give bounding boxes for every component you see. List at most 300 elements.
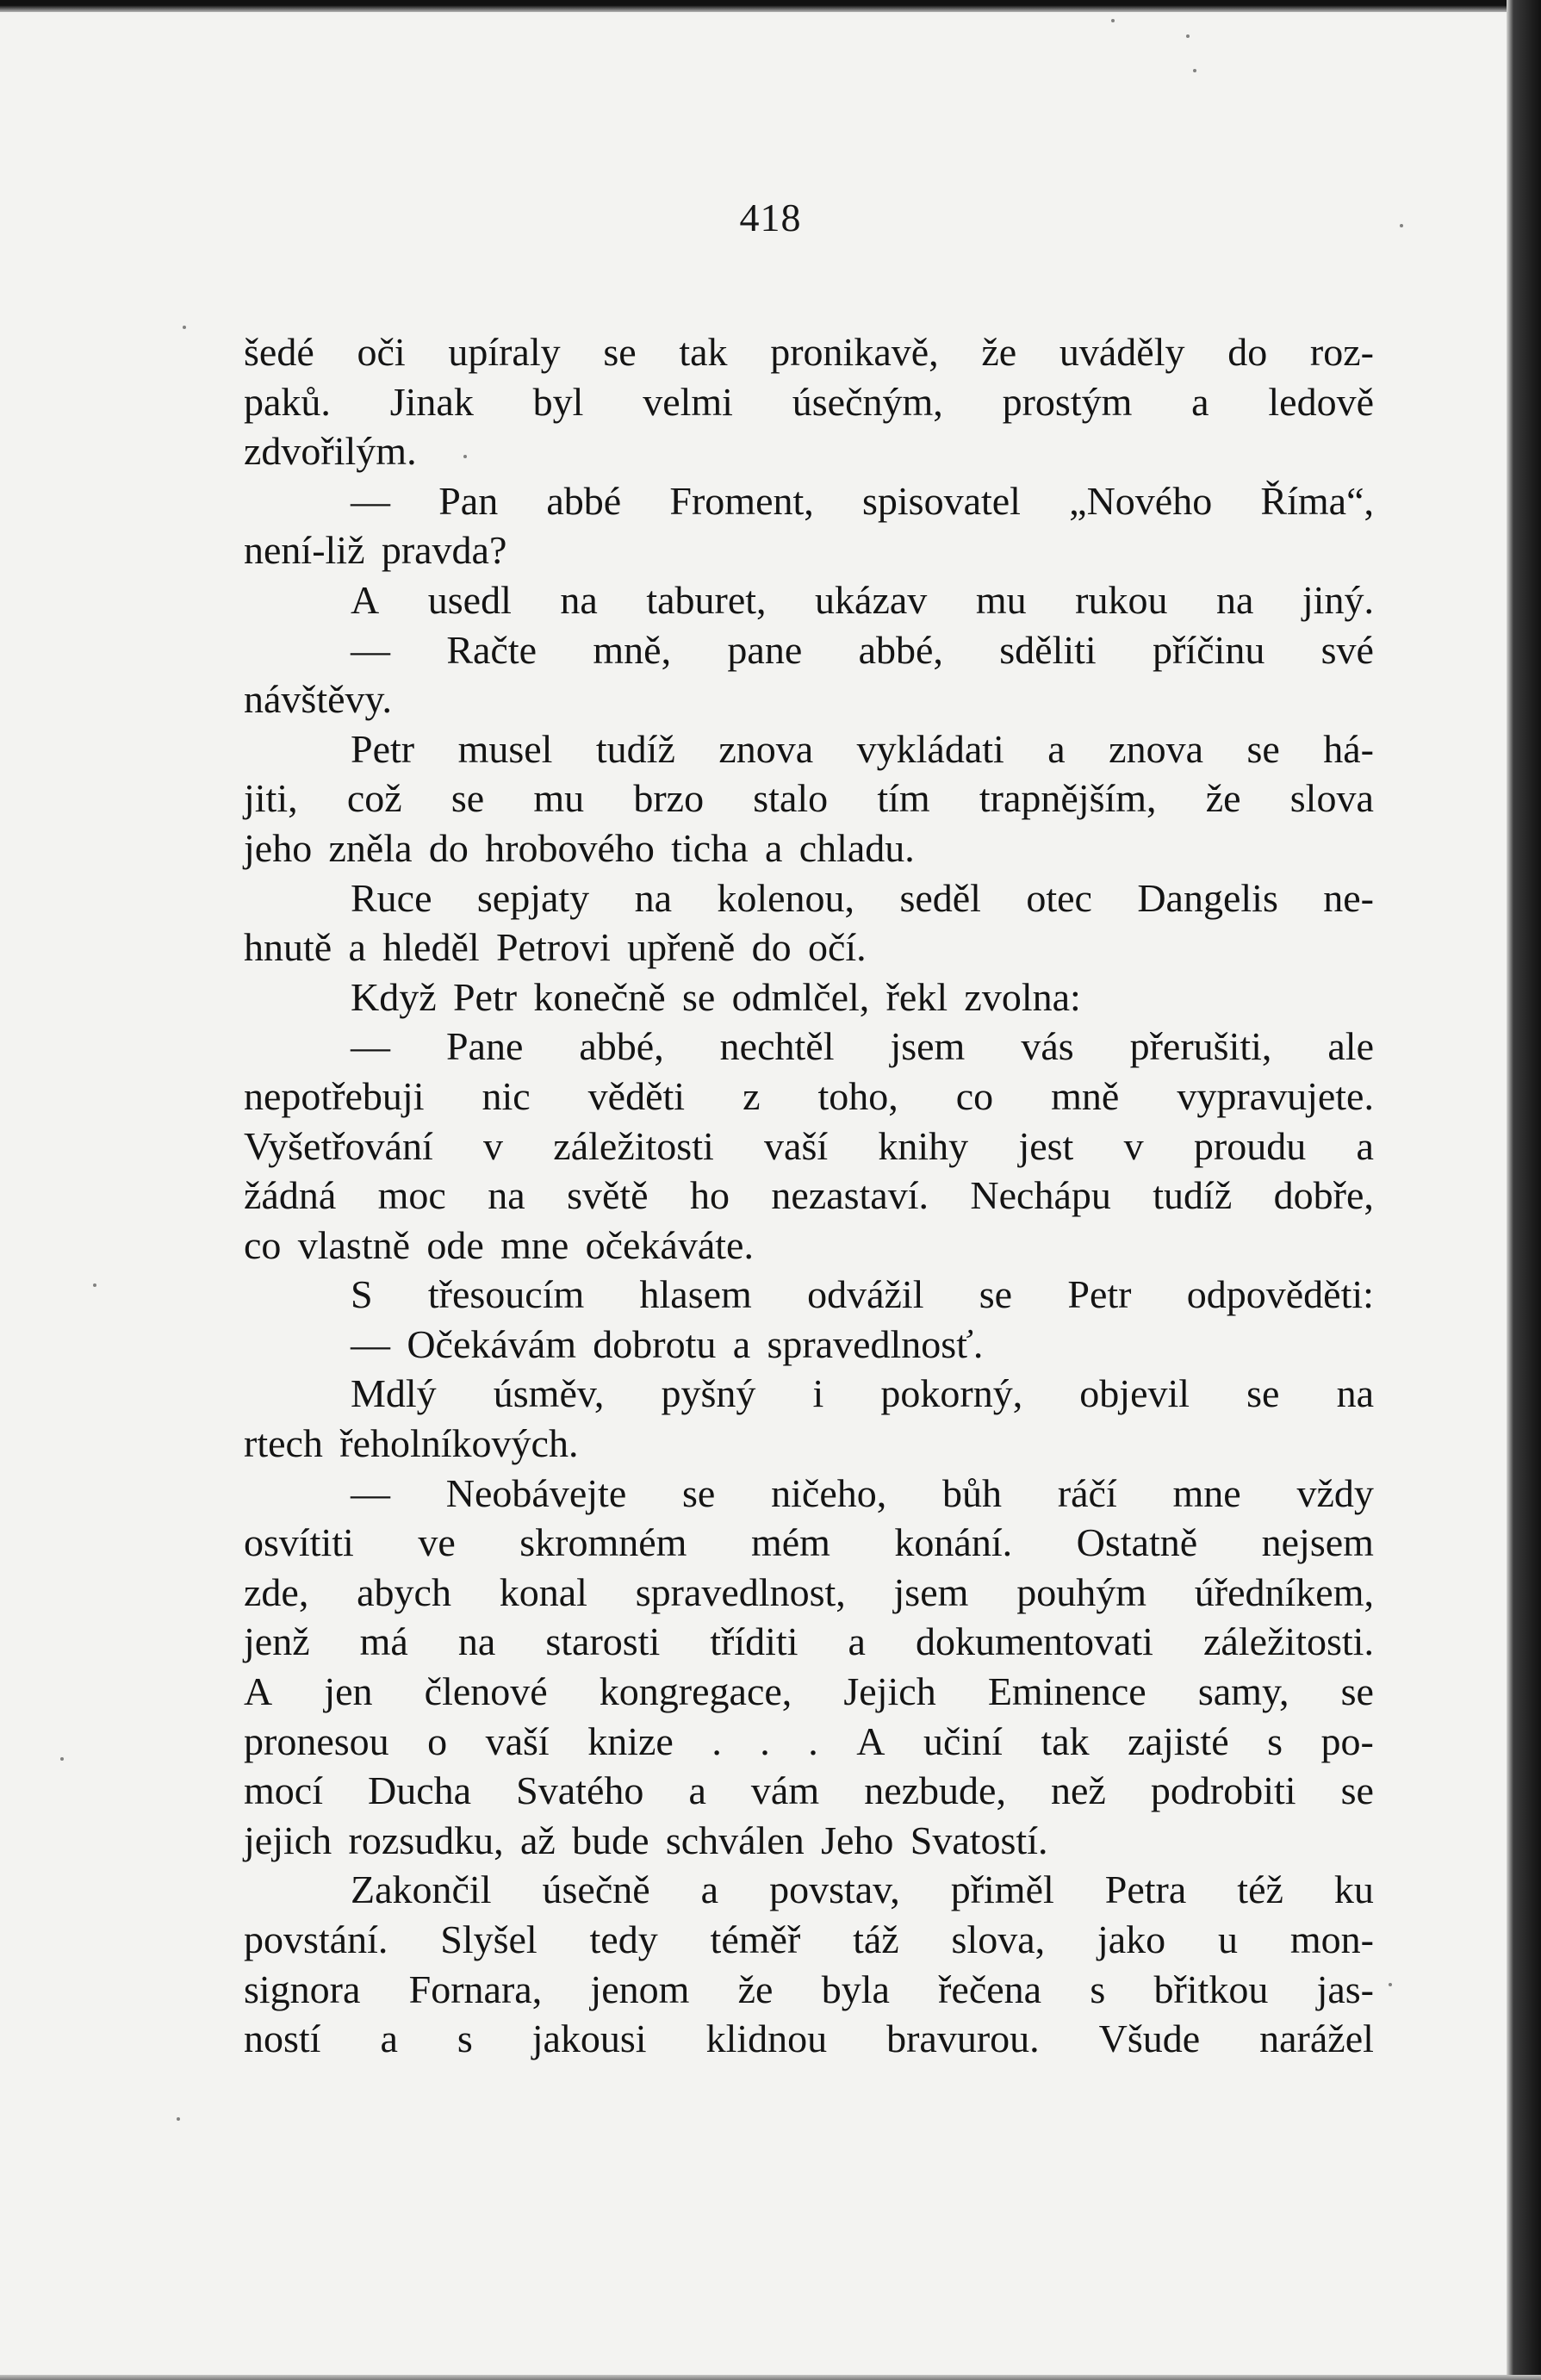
word: vždy bbox=[1296, 1470, 1374, 1515]
word: vaší bbox=[764, 1123, 829, 1168]
word: než bbox=[1051, 1768, 1106, 1813]
word: a bbox=[348, 925, 366, 970]
word: břitkou bbox=[1153, 1967, 1269, 2011]
word: Jejich bbox=[843, 1669, 936, 1714]
word: Petr bbox=[452, 974, 518, 1019]
text-line bbox=[244, 1022, 1374, 1072]
word: úsečným, bbox=[792, 379, 943, 424]
word: co bbox=[955, 1073, 994, 1118]
word: Když bbox=[351, 974, 437, 1019]
text-line bbox=[244, 1865, 1374, 1915]
word: odvážil bbox=[807, 1272, 924, 1317]
word: očekáváte. bbox=[585, 1222, 754, 1267]
word: Ostatně bbox=[1076, 1520, 1198, 1565]
word: jako bbox=[1097, 1917, 1166, 1961]
text-line bbox=[244, 923, 1374, 973]
word: proudu bbox=[1193, 1123, 1307, 1168]
word: ku bbox=[1333, 1867, 1374, 1912]
word: na bbox=[457, 1619, 496, 1664]
word: hnutě bbox=[244, 925, 332, 970]
word: s bbox=[457, 2016, 473, 2061]
word: znova bbox=[1109, 726, 1203, 771]
word: toho, bbox=[817, 1073, 898, 1118]
word: dokumentovati bbox=[915, 1619, 1153, 1664]
text-line bbox=[244, 1320, 1374, 1370]
word: hlasem bbox=[639, 1272, 752, 1317]
word: spisovatel bbox=[861, 478, 1021, 523]
word: abbé bbox=[546, 478, 622, 523]
word: a bbox=[380, 2016, 398, 2061]
word: Pan bbox=[438, 478, 499, 523]
word: spravedlnost, bbox=[635, 1569, 846, 1614]
word: Nechápu bbox=[970, 1173, 1111, 1218]
body-text bbox=[244, 327, 1374, 2064]
dust-speck bbox=[1186, 34, 1190, 38]
word: velmi bbox=[643, 379, 733, 424]
text-line bbox=[244, 1419, 1374, 1469]
word: — bbox=[351, 627, 390, 672]
word: z bbox=[743, 1073, 761, 1118]
word: há- bbox=[1323, 726, 1374, 771]
word: Svatého bbox=[516, 1768, 644, 1813]
word: moc bbox=[377, 1173, 446, 1218]
dust-speck bbox=[60, 1757, 64, 1761]
word: mocí bbox=[244, 1768, 323, 1813]
word: a bbox=[1047, 726, 1066, 771]
word: Pane bbox=[445, 1024, 524, 1069]
text-line bbox=[244, 1915, 1374, 1965]
word: ničeho, bbox=[771, 1470, 887, 1515]
word: spravedlnosť. bbox=[767, 1321, 984, 1366]
word: se bbox=[682, 1470, 716, 1515]
word: s bbox=[1090, 1967, 1106, 2011]
word: zvolna: bbox=[964, 974, 1081, 1019]
word: vykládati bbox=[856, 726, 1004, 771]
word: Očekávám bbox=[407, 1321, 576, 1366]
word: že bbox=[737, 1967, 774, 2011]
word: na bbox=[1215, 577, 1254, 622]
word: seděl bbox=[899, 875, 981, 920]
text-line bbox=[244, 575, 1374, 625]
word: nechtěl bbox=[719, 1024, 835, 1069]
word: a bbox=[764, 825, 783, 870]
word: musel bbox=[457, 726, 553, 771]
word: a bbox=[688, 1768, 706, 1813]
word: Jeho bbox=[821, 1818, 894, 1862]
word: Račte bbox=[446, 627, 537, 672]
text-line bbox=[244, 724, 1374, 774]
dust-speck bbox=[1111, 19, 1115, 22]
word: klidnou bbox=[705, 2016, 828, 2061]
word: schválen bbox=[665, 1818, 805, 1862]
word: pravda? bbox=[381, 528, 507, 573]
text-line bbox=[244, 1717, 1374, 1767]
word: konal bbox=[499, 1569, 587, 1614]
text-line bbox=[244, 1568, 1374, 1618]
word: Dangelis bbox=[1137, 875, 1278, 920]
word: jakousi bbox=[531, 2016, 647, 2061]
text-line bbox=[244, 1171, 1374, 1221]
word: žádná bbox=[244, 1173, 337, 1218]
text-line bbox=[244, 973, 1374, 1022]
word: se bbox=[681, 974, 716, 1019]
word: roz- bbox=[1309, 330, 1374, 374]
word: dobře, bbox=[1273, 1173, 1374, 1218]
word: řekl bbox=[885, 974, 948, 1019]
word: mon- bbox=[1289, 1917, 1374, 1961]
word: Všude bbox=[1098, 2016, 1201, 2061]
word: jiný. bbox=[1302, 577, 1374, 622]
word: jas- bbox=[1316, 1967, 1374, 2011]
word: jest bbox=[1018, 1123, 1074, 1168]
word: mu bbox=[533, 776, 585, 821]
word: konání. bbox=[894, 1520, 1013, 1565]
text-line bbox=[244, 625, 1374, 675]
text-line bbox=[244, 1816, 1374, 1866]
text-line bbox=[244, 1766, 1374, 1816]
word: slova, bbox=[951, 1917, 1046, 1961]
word: mu bbox=[975, 577, 1027, 622]
word: knihy bbox=[878, 1123, 969, 1168]
text-line bbox=[244, 1221, 1374, 1271]
word: se bbox=[603, 330, 637, 374]
word: bůh bbox=[942, 1470, 1003, 1515]
word: přiměl bbox=[950, 1867, 1054, 1912]
word: Jinak bbox=[389, 379, 474, 424]
text-line bbox=[244, 426, 1374, 476]
text-line bbox=[244, 674, 1374, 724]
text-line bbox=[244, 1617, 1374, 1667]
word: ráčí bbox=[1057, 1470, 1117, 1515]
word: Zakončil bbox=[351, 1867, 492, 1912]
word: též bbox=[1237, 1867, 1283, 1912]
word: úředníkem, bbox=[1194, 1569, 1374, 1614]
word: mně bbox=[1051, 1073, 1120, 1118]
word: stalo bbox=[753, 776, 829, 821]
word: Petra bbox=[1104, 1867, 1187, 1912]
word: návštěvy. bbox=[244, 677, 393, 722]
word: jiti, bbox=[244, 776, 298, 821]
word: konečně bbox=[533, 974, 666, 1019]
word: hleděl bbox=[382, 925, 480, 970]
word: že bbox=[1205, 776, 1241, 821]
word: vás bbox=[1021, 1024, 1074, 1069]
word: na bbox=[560, 577, 598, 622]
scan-edge-top bbox=[0, 0, 1541, 12]
word: třesoucím bbox=[427, 1272, 585, 1317]
word: osvítiti bbox=[244, 1520, 354, 1565]
word: tudíž bbox=[1153, 1173, 1233, 1218]
word: zněla bbox=[328, 825, 413, 870]
word: otec bbox=[1026, 875, 1092, 920]
word: až bbox=[519, 1818, 556, 1862]
word: mne bbox=[1172, 1470, 1241, 1515]
word: ností bbox=[244, 2016, 321, 2061]
word: ukázav bbox=[815, 577, 928, 622]
word: hrobového bbox=[485, 825, 655, 870]
dust-speck bbox=[93, 1283, 96, 1287]
word: úsměv, bbox=[493, 1371, 605, 1416]
word: sděliti bbox=[999, 627, 1097, 672]
word: paků. bbox=[244, 379, 331, 424]
text-line bbox=[244, 1072, 1374, 1122]
word: upřeně bbox=[627, 925, 736, 970]
word: vám bbox=[750, 1768, 820, 1813]
word: přerušiti, bbox=[1129, 1024, 1272, 1069]
word: učiní bbox=[923, 1718, 1003, 1763]
word: prostým bbox=[1002, 379, 1133, 424]
word: své bbox=[1320, 627, 1374, 672]
word: bravurou. bbox=[886, 2016, 1040, 2061]
word: zde, bbox=[244, 1569, 309, 1614]
word: tím bbox=[877, 776, 930, 821]
dust-speck bbox=[183, 326, 186, 329]
word: zajisté bbox=[1128, 1718, 1229, 1763]
dust-speck bbox=[177, 2117, 180, 2121]
word: v bbox=[1123, 1123, 1144, 1168]
word: . bbox=[808, 1718, 818, 1763]
word: Neobávejte bbox=[445, 1470, 627, 1515]
word: A bbox=[244, 1669, 273, 1714]
word: nezbude, bbox=[864, 1768, 1006, 1813]
word: abbé, bbox=[579, 1024, 664, 1069]
word: jeho bbox=[244, 825, 313, 870]
word: táž bbox=[853, 1917, 899, 1961]
text-line bbox=[244, 774, 1374, 823]
text-line bbox=[244, 1270, 1374, 1320]
word: byla bbox=[821, 1967, 890, 2011]
word: což bbox=[346, 776, 402, 821]
dust-speck bbox=[1193, 69, 1196, 72]
word: zdvořilým. bbox=[244, 429, 417, 474]
word: odpověděti: bbox=[1186, 1272, 1374, 1317]
word: A bbox=[856, 1718, 885, 1763]
word: tříditi bbox=[710, 1619, 798, 1664]
word: jejich bbox=[244, 1818, 332, 1862]
word: pyšný bbox=[661, 1371, 756, 1416]
word: tedy bbox=[589, 1917, 658, 1961]
word: Slyšel bbox=[440, 1917, 537, 1961]
word: „Nového bbox=[1069, 478, 1213, 523]
word: knize bbox=[587, 1718, 674, 1763]
word: členové bbox=[424, 1669, 548, 1714]
word: Fornara, bbox=[408, 1967, 543, 2011]
word: tak bbox=[679, 330, 728, 374]
word: narážel bbox=[1259, 2016, 1374, 2061]
word: se bbox=[1340, 1669, 1374, 1714]
word: Petr bbox=[1067, 1272, 1132, 1317]
text-line bbox=[244, 823, 1374, 873]
dust-speck bbox=[1389, 1983, 1392, 1986]
word: o bbox=[427, 1718, 448, 1763]
word: vaší bbox=[485, 1718, 550, 1763]
text-line bbox=[244, 1469, 1374, 1519]
word: — bbox=[351, 1321, 390, 1366]
word: se bbox=[1246, 726, 1280, 771]
word: abbé, bbox=[858, 627, 943, 672]
word: a bbox=[848, 1619, 866, 1664]
word: povstav, bbox=[769, 1867, 900, 1912]
word: rozsudku, bbox=[348, 1818, 504, 1862]
word: co bbox=[244, 1222, 282, 1267]
text-line bbox=[244, 873, 1374, 923]
word: jen bbox=[324, 1669, 373, 1714]
text-line bbox=[244, 1369, 1374, 1419]
word: pouhým bbox=[1016, 1569, 1146, 1614]
word: . bbox=[711, 1718, 722, 1763]
word: Froment, bbox=[669, 478, 814, 523]
word: záležitosti bbox=[553, 1123, 714, 1168]
word: ho bbox=[689, 1173, 730, 1218]
word: vlastně bbox=[297, 1222, 411, 1267]
word: v bbox=[483, 1123, 504, 1168]
word: pronesou bbox=[244, 1718, 389, 1763]
word: — bbox=[351, 1024, 390, 1069]
word: nic bbox=[482, 1073, 531, 1118]
text-line bbox=[244, 2014, 1374, 2064]
word: skromném bbox=[519, 1520, 687, 1565]
page-number: 418 bbox=[739, 196, 802, 239]
word: téměř bbox=[710, 1917, 801, 1961]
word: není-liž bbox=[244, 528, 365, 573]
word: záležitosti. bbox=[1202, 1619, 1374, 1664]
word: Ducha bbox=[368, 1768, 472, 1813]
word: pane bbox=[727, 627, 803, 672]
word: má bbox=[359, 1619, 408, 1664]
word: starosti bbox=[545, 1619, 661, 1664]
word: S bbox=[351, 1272, 373, 1317]
word: nejsem bbox=[1261, 1520, 1374, 1565]
word: že bbox=[981, 330, 1017, 374]
word: světě bbox=[567, 1173, 649, 1218]
word: — bbox=[351, 478, 390, 523]
word: se bbox=[979, 1272, 1013, 1317]
word: a bbox=[732, 1321, 751, 1366]
word: rukou bbox=[1075, 577, 1168, 622]
word: do bbox=[428, 825, 469, 870]
word: i bbox=[812, 1371, 824, 1416]
word: mne bbox=[500, 1222, 569, 1267]
word: na bbox=[488, 1173, 525, 1218]
word: ne- bbox=[1323, 875, 1374, 920]
word: Petr bbox=[351, 726, 415, 771]
scan-edge-bottom bbox=[0, 2375, 1541, 2380]
word: Petrovi bbox=[495, 925, 611, 970]
word: se bbox=[1340, 1768, 1374, 1813]
word: Eminence bbox=[987, 1669, 1146, 1714]
word: brzo bbox=[633, 776, 705, 821]
word: uváděly bbox=[1059, 330, 1185, 374]
word: a bbox=[700, 1867, 719, 1912]
word: kolenou, bbox=[717, 875, 855, 920]
word: vypravujete. bbox=[1177, 1073, 1374, 1118]
word: usedl bbox=[427, 577, 512, 622]
word: mém bbox=[750, 1520, 830, 1565]
word: upíraly bbox=[448, 330, 561, 374]
text-line bbox=[244, 525, 1374, 575]
word: do bbox=[1227, 330, 1268, 374]
word: jsem bbox=[890, 1024, 966, 1069]
word: jsem bbox=[893, 1569, 969, 1614]
word: . bbox=[760, 1718, 770, 1763]
word: signora bbox=[244, 1967, 361, 2011]
word: — bbox=[351, 1470, 390, 1515]
word: abych bbox=[357, 1569, 451, 1614]
word: očí. bbox=[807, 925, 867, 970]
word: slova bbox=[1289, 776, 1374, 821]
word: mně, bbox=[593, 627, 672, 672]
word: kongregace, bbox=[599, 1669, 792, 1714]
word: rtech bbox=[244, 1421, 323, 1466]
word: Mdlý bbox=[351, 1371, 437, 1416]
text-line bbox=[244, 327, 1374, 377]
word: bude bbox=[572, 1818, 649, 1862]
word: na bbox=[634, 875, 672, 920]
word: a bbox=[1356, 1123, 1374, 1168]
word: taburet, bbox=[646, 577, 767, 622]
word: jenom bbox=[590, 1967, 690, 2011]
word: se bbox=[1246, 1371, 1280, 1416]
word: oči bbox=[357, 330, 406, 374]
word: ale bbox=[1327, 1024, 1374, 1069]
word: povstání. bbox=[244, 1917, 388, 1961]
word: dobrotu bbox=[593, 1321, 717, 1366]
word: trapnějším, bbox=[979, 776, 1157, 821]
word: jenž bbox=[244, 1619, 310, 1664]
word: Ruce bbox=[351, 875, 432, 920]
word: objevil bbox=[1079, 1371, 1190, 1416]
word: úsečně bbox=[542, 1867, 650, 1912]
word: do bbox=[751, 925, 792, 970]
word: a bbox=[1191, 379, 1209, 424]
word: řečena bbox=[938, 1967, 1042, 2011]
text-line bbox=[244, 1667, 1374, 1717]
word: ve bbox=[418, 1520, 456, 1565]
word: s bbox=[1267, 1718, 1283, 1763]
word: po- bbox=[1320, 1718, 1374, 1763]
word: ticha bbox=[671, 825, 749, 870]
scan-edge-right bbox=[1507, 0, 1541, 2380]
word: A bbox=[351, 577, 380, 622]
text-line bbox=[244, 1965, 1374, 2015]
word: nezastaví. bbox=[771, 1173, 929, 1218]
word: na bbox=[1336, 1371, 1374, 1416]
word: byl bbox=[532, 379, 584, 424]
text-line bbox=[244, 1518, 1374, 1568]
word: řeholníkových. bbox=[339, 1421, 579, 1466]
word: tudíž bbox=[595, 726, 675, 771]
word: pronikavě, bbox=[770, 330, 939, 374]
word: pokorný, bbox=[880, 1371, 1023, 1416]
word: sepjaty bbox=[476, 875, 590, 920]
word: Svatostí. bbox=[910, 1818, 1048, 1862]
word: chladu. bbox=[798, 825, 915, 870]
word: u bbox=[1218, 1917, 1239, 1961]
word: znova bbox=[718, 726, 814, 771]
word: nepotřebuji bbox=[244, 1073, 425, 1118]
text-line bbox=[244, 476, 1374, 526]
word: samy, bbox=[1197, 1669, 1289, 1714]
text-line bbox=[244, 1122, 1374, 1171]
text-line bbox=[244, 377, 1374, 427]
word: podrobiti bbox=[1150, 1768, 1296, 1813]
word: Vyšetřování bbox=[244, 1123, 433, 1168]
word: ledově bbox=[1268, 379, 1374, 424]
word: věděti bbox=[587, 1073, 686, 1118]
word: tak bbox=[1041, 1718, 1090, 1763]
word: ode bbox=[426, 1222, 484, 1267]
word: Říma“, bbox=[1260, 478, 1374, 523]
